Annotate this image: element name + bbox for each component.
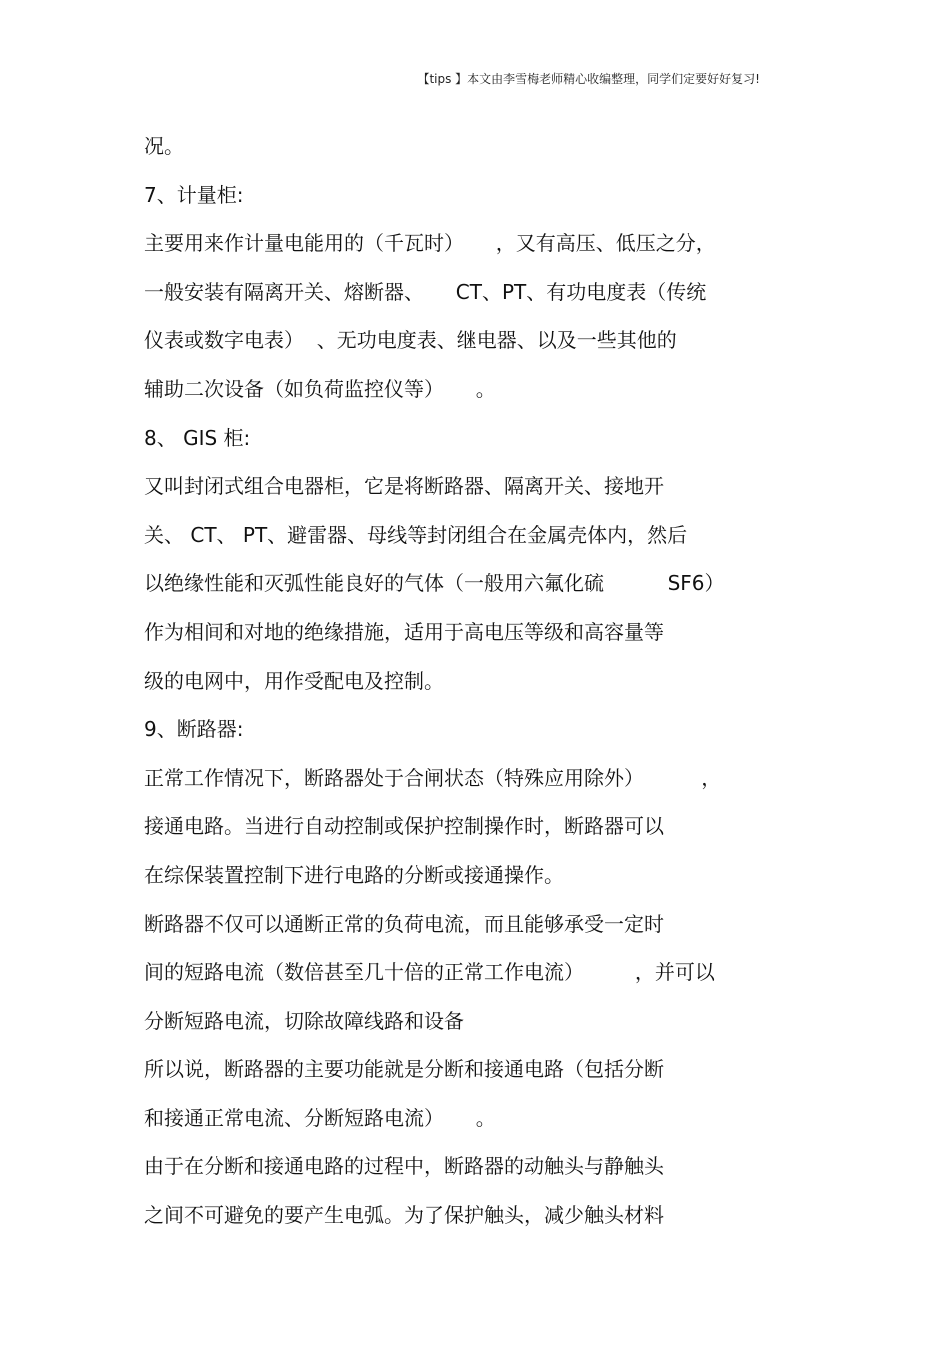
text-line: 间的短路电流（数倍甚至几十倍的正常工作电流） ，并可以	[144, 960, 715, 985]
text-line: 关、 CT、 PT、避雷器、母线等封闭组合在金属壳体内，然后	[144, 522, 688, 547]
text-line: 正常工作情况下，断路器处于合闸状态（特殊应用除外） ，	[144, 765, 722, 790]
text-line: 分断短路电流，切除故障线路和设备	[144, 1008, 464, 1033]
text-line: 接通电路。当进行自动控制或保护控制操作时，断路器可以	[144, 814, 664, 839]
document-body	[144, 126, 794, 1244]
text-line: 级的电网中，用作受配电及控制。	[144, 668, 444, 693]
text-line: 以绝缘性能和灭弧性能良好的气体（一般用六氟化硫 SF6）	[144, 571, 725, 596]
text-line: 主要用来作计量电能用的（千瓦时） ，又有高压、低压之分，	[144, 231, 716, 256]
section-heading: 7、计量柜:	[144, 182, 244, 207]
text-line: 况。	[144, 134, 184, 158]
text-line: 所以说，断路器的主要功能就是分断和接通电路（包括分断	[144, 1057, 664, 1082]
text-line: 由于在分断和接通电路的过程中，断路器的动触头与静触头	[144, 1154, 664, 1179]
section-heading: 9、断路器:	[144, 717, 244, 742]
text-line: 断路器不仅可以通断正常的负荷电流，而且能够承受一定时	[144, 911, 664, 936]
text-line: 辅助二次设备（如负荷监控仪等） 。	[144, 376, 496, 401]
section-heading: 8、 GIS 柜:	[144, 425, 251, 450]
text-line: 又叫封闭式组合电器柜，它是将断路器、隔离开关、接地开	[144, 474, 664, 499]
text-line: 作为相间和对地的绝缘措施，适用于高电压等级和高容量等	[144, 619, 664, 644]
text-line: 和接通正常电流、分断短路电流） 。	[144, 1105, 496, 1130]
page-header-tip: 【tips 】本文由李雪梅老师精心收编整理，同学们定要好好复习!	[417, 72, 760, 86]
text-line: 在综保装置控制下进行电路的分断或接通操作。	[144, 862, 564, 887]
text-line: 仪表或数字电表） 、无功电度表、继电器、以及一些其他的	[144, 328, 677, 353]
text-line: 之间不可避免的要产生电弧。为了保护触头，减少触头材料	[144, 1203, 664, 1228]
text-line: 一般安装有隔离开关、熔断器、 CT、PT、有功电度表（传统	[144, 279, 707, 304]
